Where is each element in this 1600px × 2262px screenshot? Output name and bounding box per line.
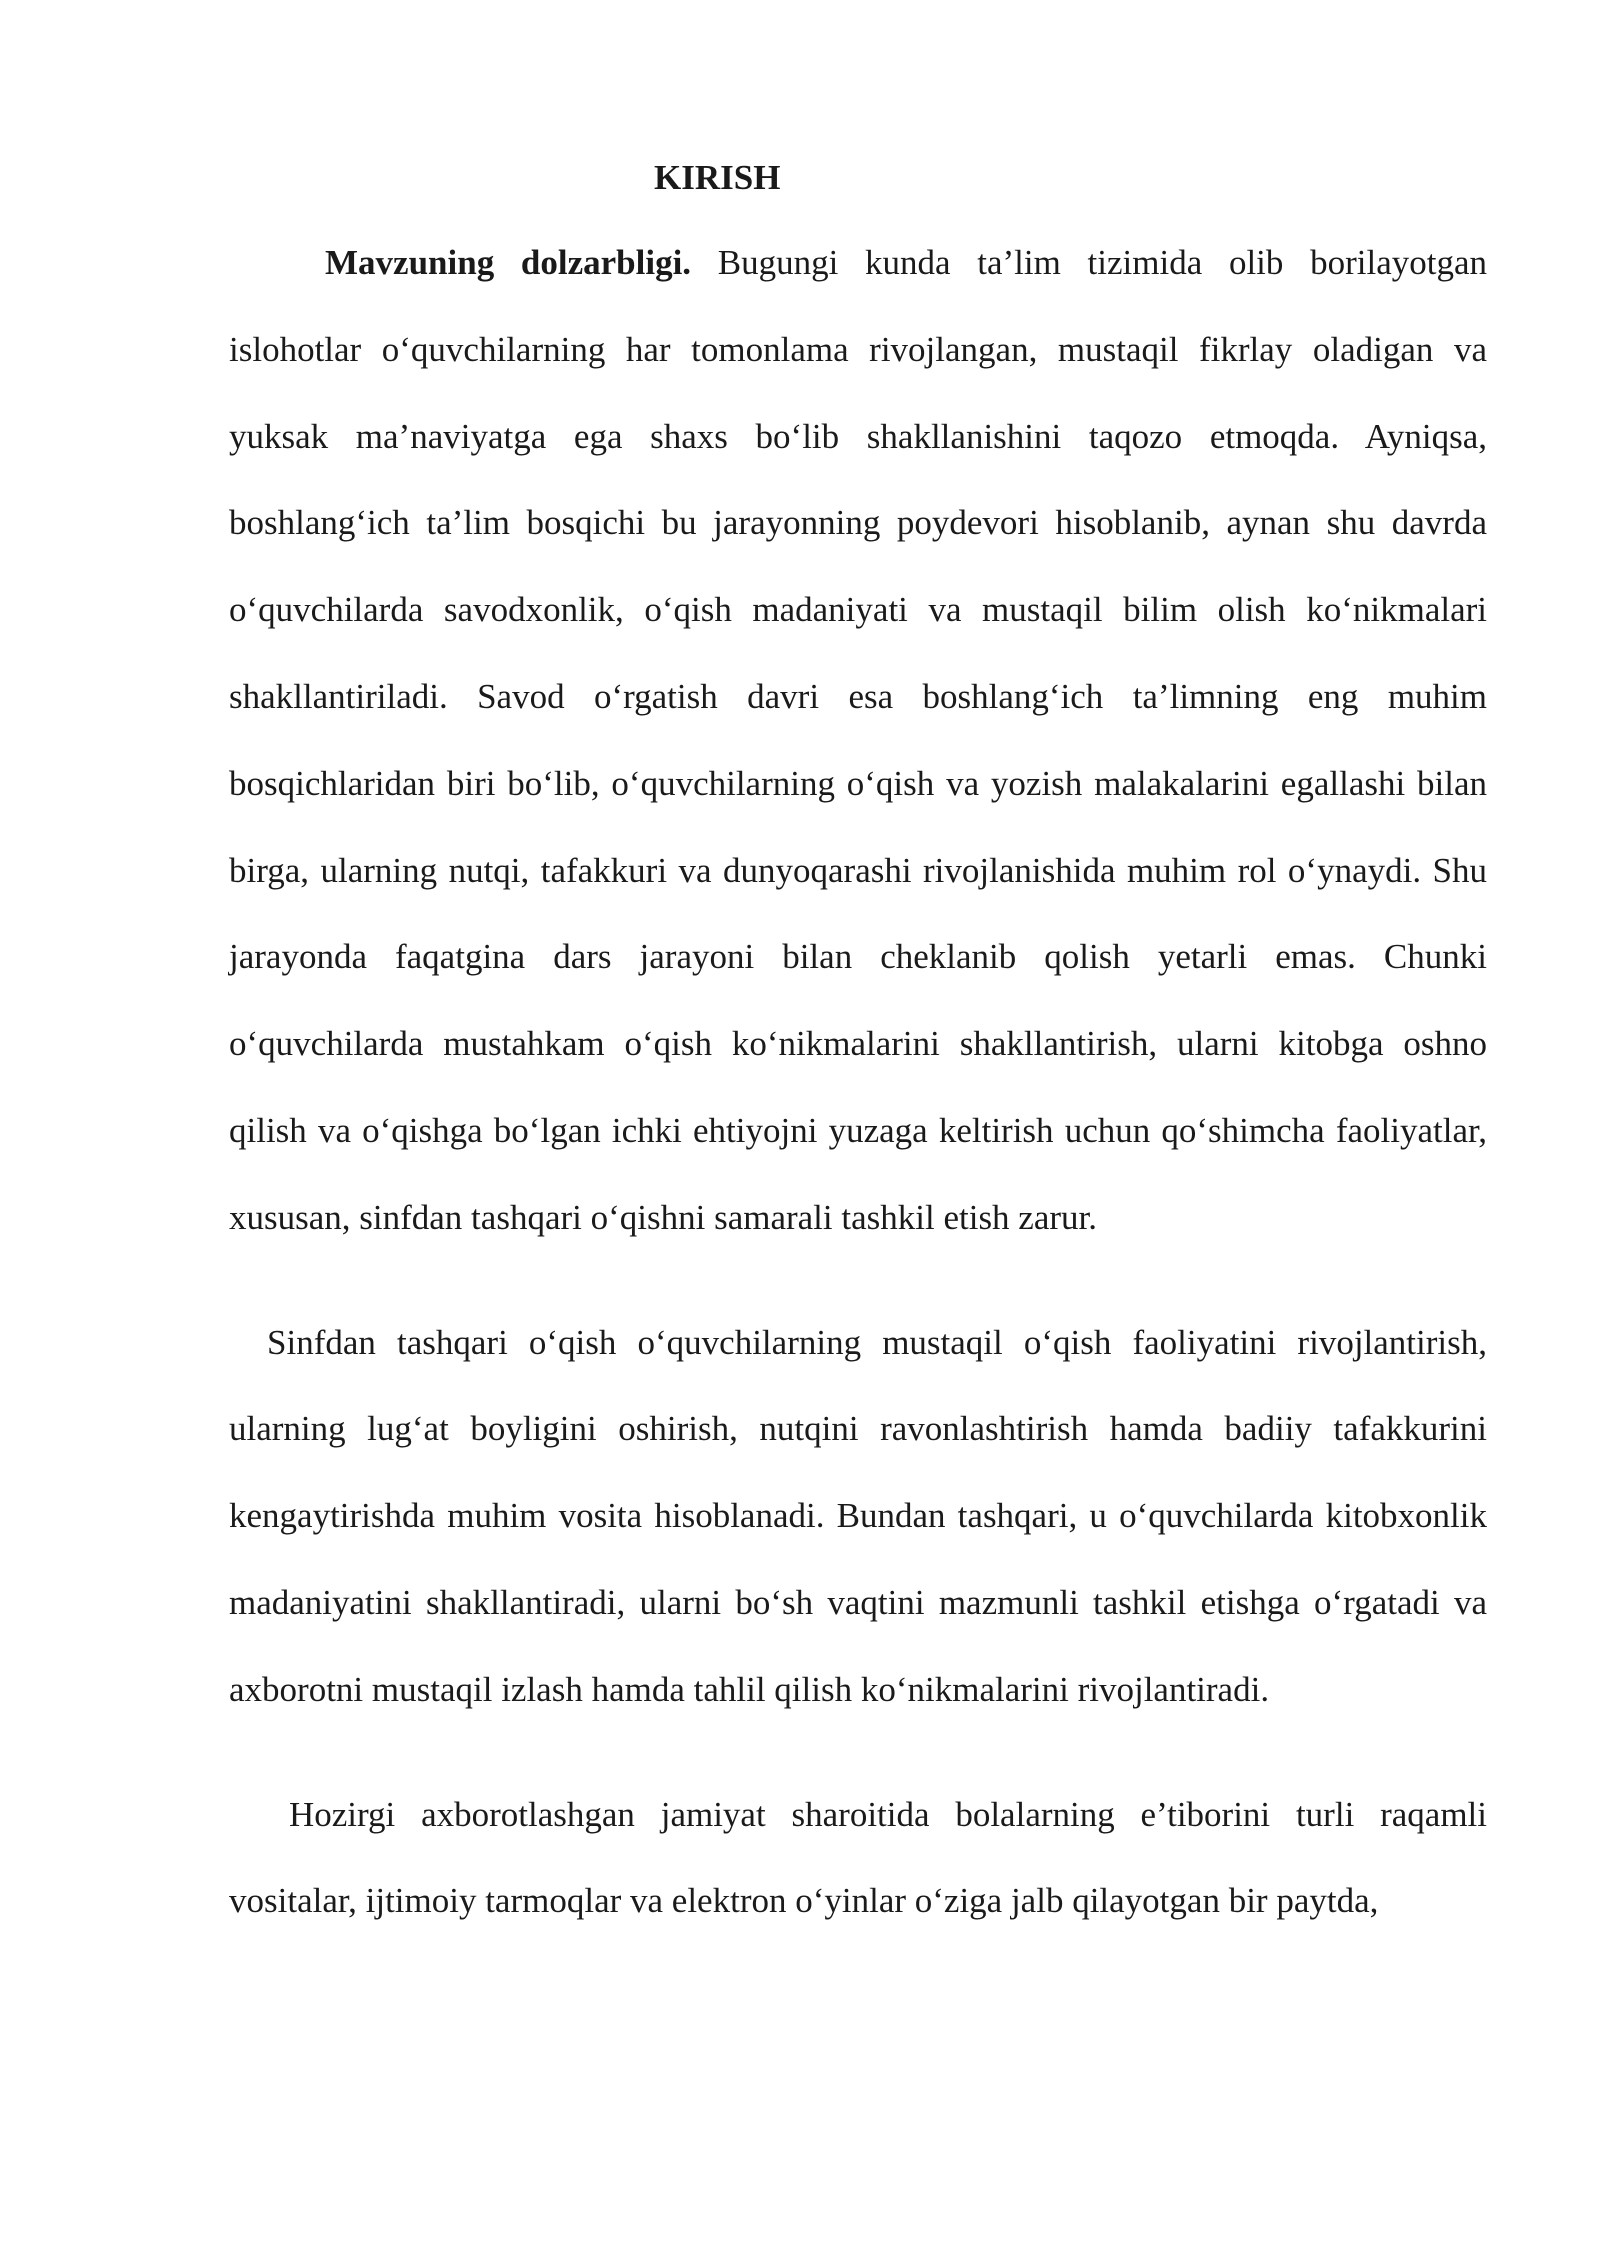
page-title: KIRISH	[654, 158, 781, 197]
paragraph-text: Bugungi kunda ta’lim tizimida olib borilayotgan islohotlar o‘quvchilarning har tomonlama rivojlangan, mustaqil fikrlay oladigan va yuksak ma’naviyatga ega shaxs bo‘lib shakllanishini taqozo etmoqda. Ayniqsa, boshlang‘ich ta’lim bosqichi bu jarayonning poydevori hisoblanib, aynan shu davrda o‘quvchilarda savodxonlik, o‘qish madaniyati va mustaqil bilim olish ko‘nikmalari shakllantiriladi. Savod o‘rgatish davri esa boshlang‘ich ta’limning eng muhim bosqichlaridan biri bo‘lib, o‘quvchilarning o‘qish va yozish malakalarini egallashi bilan birga, ularning nutqi, tafakkuri va dunyoqarashi rivojlanishida muhim rol o‘ynaydi. Shu jarayonda faqatgina dars jarayoni bilan cheklanib qolish yetarli emas. Chunki o‘quvchilarda mustahkam o‘qish ko‘nikmalarini shakllantirish, ularni kitobga oshno qilish va o‘qishga bo‘lgan ichki ehtiyojni yuzaga keltirish uchun qo‘shimcha faoliyatlar, xususan, sinfdan tashqari o‘qishni samarali tashkil etish zarur.	[229, 243, 1487, 1237]
section-lead-heading: Mavzuning dolzarbligi.	[325, 243, 692, 282]
paragraph-text: Sinfdan tashqari o‘qish o‘quvchilarning mustaqil o‘qish faoliyatini rivojlantirish, ularning lug‘at boyligini oshirish, nutqini ravonlashtirish hamda badiiy tafakkurini kengaytirishda muhim vosita hisoblanadi. Bundan tashqari, u o‘quvchilarda kitobxonlik madaniyatini shakllantiradi, ularni bo‘sh vaqtini mazmunli tashkil etishga o‘rgatadi va axborotni mustaqil izlash hamda tahlil qilish ko‘nikmalarini rivojlantiradi.	[229, 1322, 1487, 1709]
paragraph-information-society	[229, 1772, 1487, 1946]
document-body	[229, 148, 1487, 1945]
paragraph-extracurricular-reading	[229, 1300, 1487, 1734]
paragraph-text: Hozirgi axborotlashgan jamiyat sharoitida bolalarning e’tiborini turli raqamli vositalar, ijtimoiy tarmoqlar va elektron o‘yinlar o‘ziga jalb qilayotgan bir paytda,	[229, 1794, 1487, 1921]
paragraph-relevance	[229, 220, 1487, 1262]
